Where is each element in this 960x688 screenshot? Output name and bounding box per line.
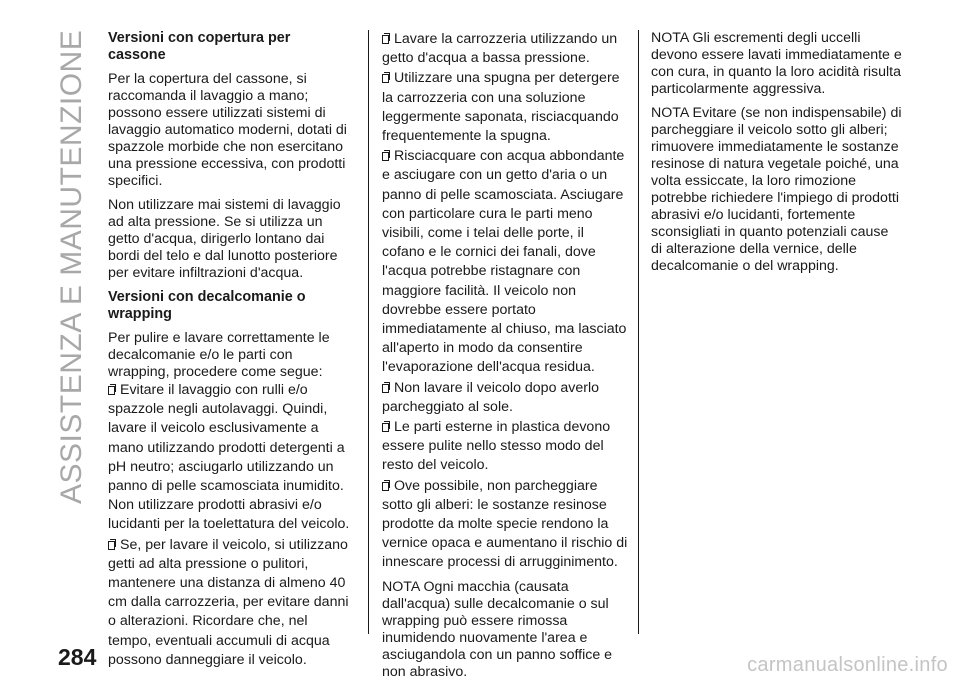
watermark: carmanualsonline.info [747, 654, 948, 676]
text-column-3 [651, 30, 903, 282]
bullet-icon [108, 539, 116, 550]
paragraph: Per la copertura del cassone, si raccomanda il lavaggio a mano; possono essere utilizzati sistemi di lavaggio automatico moderni, dotati di spazzole morbide che non esercitano una pressione eccessiva, con prodotti specifici. [108, 71, 347, 189]
bullet-icon [382, 33, 390, 44]
note-paragraph: NOTA Gli escrementi degli uccelli devono essere lavati immediatamente e con cura, in quanto la loro acidità risulta particolarmente aggressiva. [651, 30, 902, 97]
text-column-2 [382, 30, 630, 688]
section-heading: Versioni con copertura per cassone [108, 30, 291, 63]
column-divider [368, 30, 369, 634]
bullet-item: Ove possibile, non parcheggiare sotto gli alberi: le sostanze resinose prodotte da molte specie rendono la vernice opaca e aumentano il rischio di innescare processi di arrugginimento. [382, 477, 628, 571]
bullet-item: Lavare la carrozzeria utilizzando un getto d'acqua a bassa pressione. [382, 31, 618, 67]
column-divider [638, 30, 639, 634]
bullet-icon [382, 421, 390, 432]
page-number: 284 [58, 644, 97, 670]
note-paragraph: NOTA Ogni macchia (causata dall'acqua) sulle decalcomanie o sul wrapping può essere rimossa inumidendo nuovamente l'area e asciugandola con un panno soffice e non abrasivo. [382, 578, 613, 680]
bullet-item: Evitare il lavaggio con rulli e/o spazzole negli autolavaggi. Quindi, lavare il veicolo esclusivamente a mano utilizzando prodotti detergenti a pH neutro; asciugarlo utilizzando un panno di pelle scamosciata inumidito. Non utilizzare prodotti abrasivi e/o lucidanti per la toelettatura del veicolo. [108, 382, 350, 533]
section-heading: Versioni con decalcomanie o wrapping [108, 289, 306, 322]
bullet-icon [108, 384, 116, 395]
paragraph: Non utilizzare mai sistemi di lavaggio ad alta pressione. Se si utilizza un getto d'acqua, dirigerlo lontano dai bordi del telo e dal lunotto posteriore per evitare infiltrazioni d'acqua. [108, 197, 341, 281]
bullet-icon [382, 382, 390, 393]
bullet-item: Le parti esterne in plastica devono essere pulite nello stesso modo del resto del veicolo. [382, 419, 611, 474]
text-column-1 [108, 30, 351, 671]
bullet-icon [382, 480, 390, 491]
bullet-icon [382, 150, 390, 161]
bullet-item: Non lavare il veicolo dopo averlo parcheggiato al sole. [382, 379, 600, 415]
section-side-title: ASSISTENZA E MANUTENZIONE [55, 30, 88, 505]
bullet-icon [382, 72, 390, 83]
paragraph: Per pulire e lavare correttamente le decalcomanie e/o le parti con wrapping, procedere come segue: [108, 330, 330, 380]
bullet-item: Risciacquare con acqua abbondante e asciugare con un getto d'aria o un panno di pelle scamosciata. Asciugare con particolare cura le parti meno visibili, come i telai delle porte, il cofano e le cornici dei fanali, dove l'acqua potrebbe ristagnare con maggiore facilità. Il veicolo non dovrebbe essere portato immediatamente al chiuso, ma lasciato all'aperto in modo da consentire l'evaporazione dell'acqua residua. [382, 148, 627, 376]
bullet-item: Utilizzare una spugna per detergere la carrozzeria con una soluzione leggermente saponata, risciacquando frequentemente la spugna. [382, 70, 620, 145]
note-paragraph: NOTA Evitare (se non indispensabile) di parcheggiare il veicolo sotto gli alberi; rimuovere immediatamente le sostanze resinose di natura vegetale poiché, una volta essiccate, la loro rimozione potrebbe richiedere l'impiego di prodotti abrasivi e/o lucidanti, fortemente sconsigliati in quanto potenziali cause di alterazione della vernice, delle decalcomanie o del wrapping. [651, 105, 902, 274]
bullet-item: Se, per lavare il veicolo, si utilizzano getti ad alta pressione o pulitori, mantenere una distanza di almeno 40 cm dalla carrozzeria, per evitare danni o alterazioni. Ricordare che, nel tempo, eventuali accumuli di acqua possono danneggiare il veicolo. [108, 536, 349, 668]
